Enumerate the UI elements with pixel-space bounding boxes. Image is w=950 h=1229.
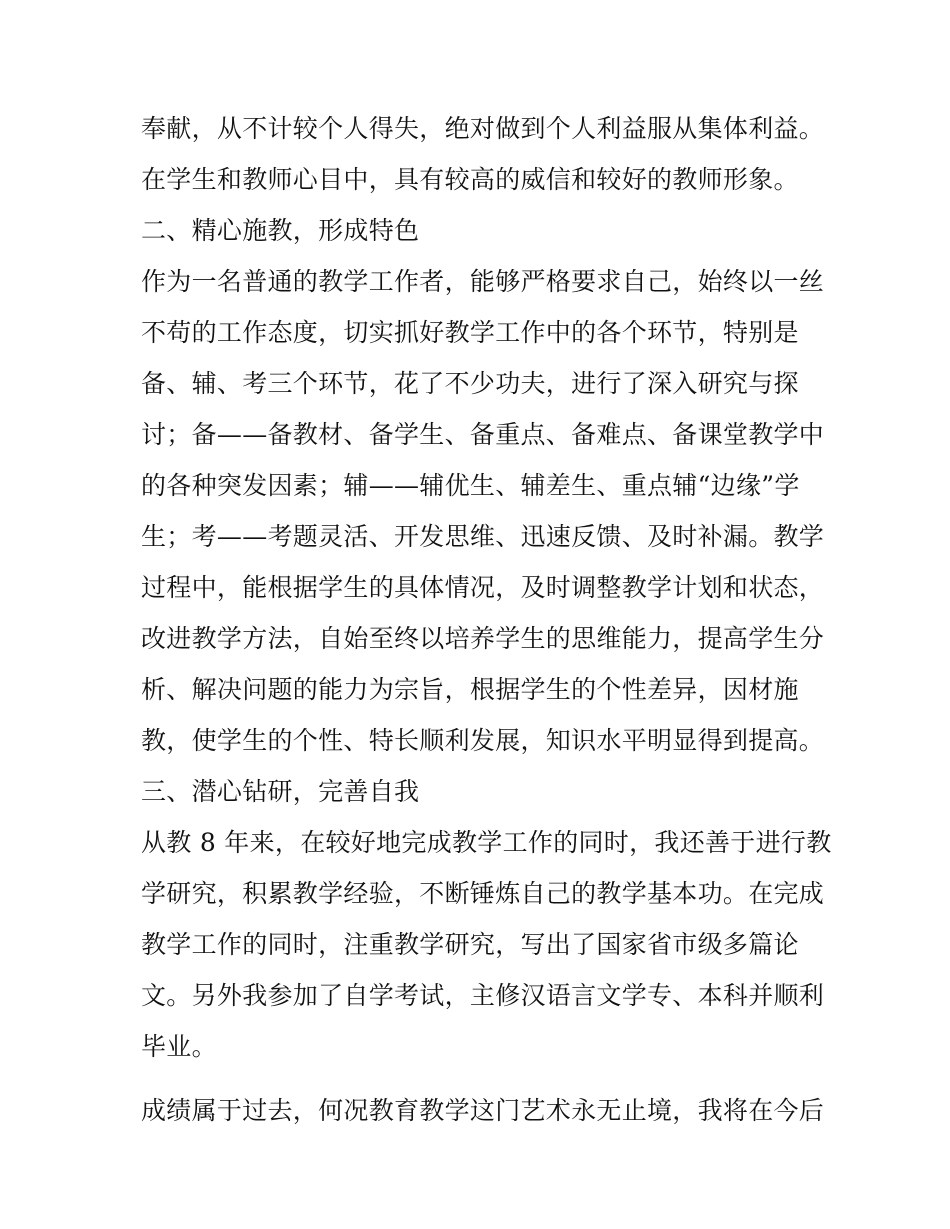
text-line: 文。另外我参加了自学考试，主修汉语言文学专、本科并顺利 [141,981,825,1010]
section-heading: 二、精心施教，形成特色 [141,216,420,245]
text-line: 教学工作的同时，注重教学研究，写出了国家省市级多篇论 [141,930,799,959]
text-line: 学研究，积累教学经验，不断锤炼自己的教学基本功。在完成 [141,879,825,908]
text-line: 改进教学方法，自始至终以培养学生的思维能力，提高学生分 [141,624,825,653]
text-line: 从教 8 年来，在较好地完成教学工作的同时，我还善于进行教 [141,828,832,857]
text-line: 备、辅、考三个环节，花了不少功夫，进行了深入研究与探 [141,369,799,398]
text-line: 讨；备——备教材、备学生、备重点、备难点、备课堂教学中 [141,420,825,449]
text-line: 不苟的工作态度，切实抓好教学工作中的各个环节，特别是 [141,318,799,347]
text-line: 奉献，从不计较个人得失，绝对做到个人利益服从集体利益。 [141,114,825,143]
text-line: 教，使学生的个性、特长顺利发展，知识水平明显得到提高。 [141,726,825,755]
text-line: 的各种突发因素；辅——辅优生、辅差生、重点辅“边缘”学 [141,471,800,500]
document-body [141,103,832,1136]
text-line: 析、解决问题的能力为宗旨，根据学生的个性差异，因材施 [141,675,799,704]
text-line: 作为一名普通的教学工作者，能够严格要求自己，始终以一丝 [141,267,825,296]
text-line: 成绩属于过去，何况教育教学这门艺术永无止境，我将在今后 [141,1096,825,1125]
text-line: 生；考——考题灵活、开发思维、迅速反馈、及时补漏。教学 [141,522,825,551]
text-line: 在学生和教师心目中，具有较高的威信和较好的教师形象。 [141,165,799,194]
text-line: 过程中，能根据学生的具体情况，及时调整教学计划和状态， [141,573,825,602]
section-heading: 三、潜心钻研，完善自我 [141,777,420,806]
text-line: 毕业。 [141,1032,217,1061]
